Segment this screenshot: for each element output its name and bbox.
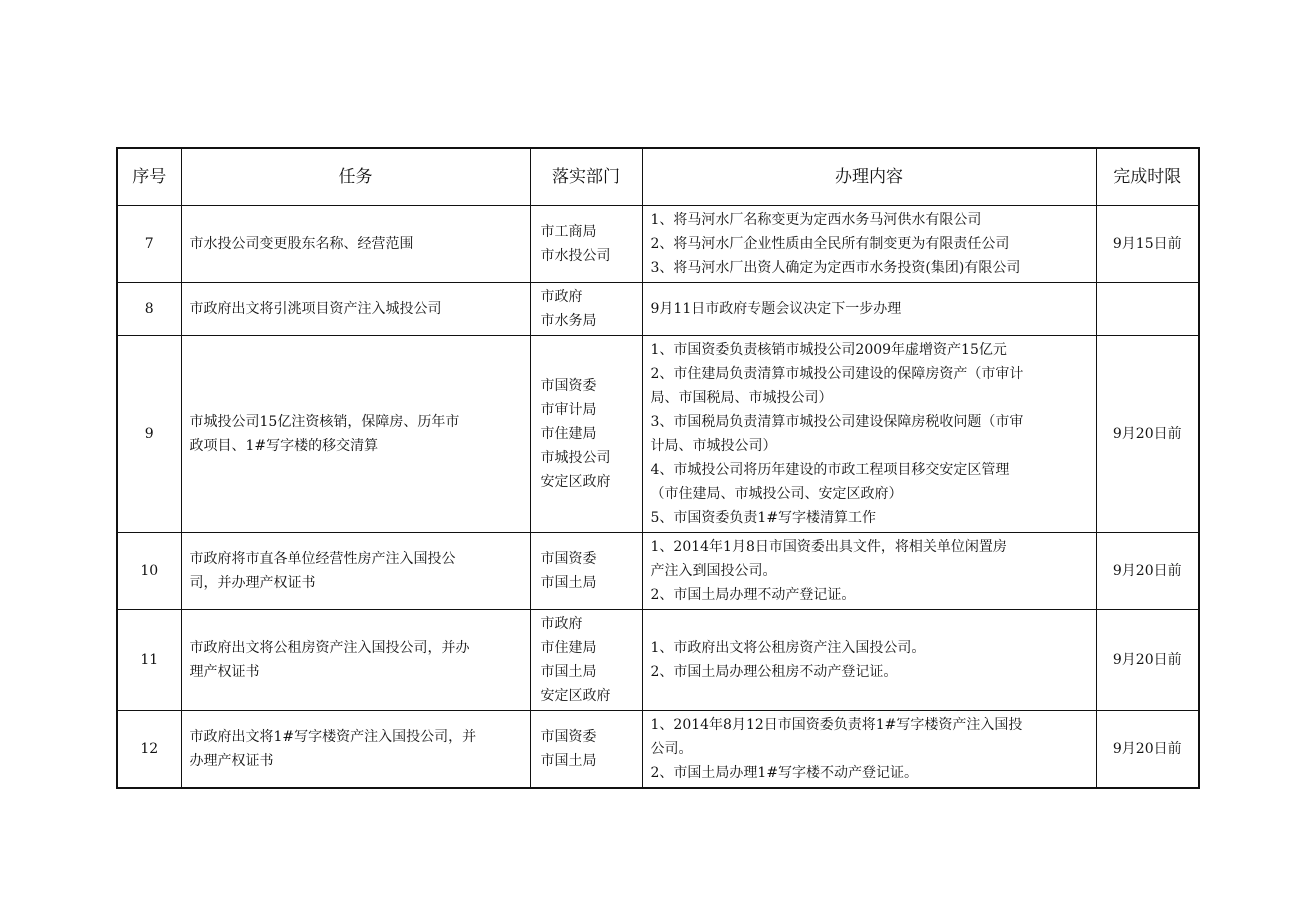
- table-row: [117, 206, 1199, 283]
- header-no: 序号: [117, 148, 181, 206]
- content-line: 2、将马河水厂企业性质由全民所有制变更为有限责任公司: [650, 236, 1010, 252]
- header-deadline: 完成时限: [1096, 148, 1199, 206]
- dept-line: 市工商局: [540, 224, 597, 240]
- dept-line: 市政府: [540, 289, 583, 305]
- dept-line: 市住建局: [540, 640, 597, 656]
- content-line: 4、市城投公司将历年建设的市政工程项目移交安定区管理: [650, 462, 1010, 478]
- content-line: 2、市国土局办理不动产登记证。: [650, 587, 856, 603]
- content-line: 2、市国土局办理1#写字楼不动产登记证。: [650, 765, 919, 781]
- deadline-cell: 9月15日前: [1096, 206, 1199, 283]
- task-line: 市政府将市直各单位经营性房产注入国投公: [189, 551, 456, 567]
- content-line: 公司。: [650, 741, 693, 757]
- content-line: 3、将马河水厂出资人确定为定西市水务投资(集团)有限公司: [650, 260, 1021, 276]
- task-line: 市政府出文将引洮项目资产注入城投公司: [189, 301, 442, 317]
- content-line: 9月11日市政府专题会议决定下一步办理: [650, 301, 902, 317]
- dept-line: 市国土局: [540, 664, 597, 680]
- dept-line: 市水务局: [540, 313, 597, 329]
- content-line: 局、市国税局、市城投公司）: [650, 390, 833, 406]
- table-row: [117, 610, 1199, 711]
- dept-line: 市政府: [540, 616, 583, 632]
- dept-cell: [530, 533, 642, 610]
- task-cell: [181, 711, 530, 789]
- task-table: [116, 147, 1200, 789]
- content-line: 1、2014年8月12日市国资委负责将1#写字楼资产注入国投: [650, 717, 1023, 733]
- table-row: [117, 283, 1199, 336]
- dept-line: 安定区政府: [540, 688, 611, 704]
- dept-cell: [530, 610, 642, 711]
- header-row: [117, 148, 1199, 206]
- deadline-cell: 9月20日前: [1096, 711, 1199, 789]
- header-task: 任务: [181, 148, 530, 206]
- row-number: 8: [117, 283, 181, 336]
- dept-line: 市国资委: [540, 729, 597, 745]
- deadline-cell: 9月20日前: [1096, 336, 1199, 533]
- content-line: 1、市政府出文将公租房资产注入国投公司。: [650, 640, 926, 656]
- task-line: 市城投公司15亿注资核销，保障房、历年市: [189, 414, 460, 430]
- dept-cell: [530, 336, 642, 533]
- dept-line: 市住建局: [540, 426, 597, 442]
- content-line: 2、市国土局办理公租房不动产登记证。: [650, 664, 898, 680]
- content-line: （市住建局、市城投公司、安定区政府）: [650, 486, 903, 502]
- task-line: 市水投公司变更股东名称、经营范围: [189, 236, 414, 252]
- deadline-cell: 9月20日前: [1096, 533, 1199, 610]
- task-line: 市政府出文将1#写字楼资产注入国投公司，并: [189, 729, 477, 745]
- content-line: 2、市住建局负责清算市城投公司建设的保障房资产（市审计: [650, 366, 1024, 382]
- table-row: [117, 711, 1199, 789]
- dept-cell: [530, 711, 642, 789]
- dept-line: 市城投公司: [540, 450, 611, 466]
- task-cell: [181, 610, 530, 711]
- task-cell: [181, 206, 530, 283]
- content-line: 1、将马河水厂名称变更为定西水务马河供水有限公司: [650, 212, 982, 228]
- task-line: 市政府出文将公租房资产注入国投公司，并办: [189, 640, 470, 656]
- content-line: 1、2014年1月8日市国资委出具文件，将相关单位闲置房: [650, 539, 1007, 555]
- dept-line: 市国资委: [540, 378, 597, 394]
- dept-line: 安定区政府: [540, 474, 611, 490]
- task-cell: [181, 533, 530, 610]
- content-cell: [642, 610, 1096, 711]
- dept-line: 市审计局: [540, 402, 597, 418]
- content-line: 3、市国税局负责清算市城投公司建设保障房税收问题（市审: [650, 414, 1024, 430]
- header-content: 办理内容: [642, 148, 1096, 206]
- dept-line: 市国土局: [540, 575, 597, 591]
- task-cell: [181, 283, 530, 336]
- content-cell: [642, 206, 1096, 283]
- content-cell: [642, 533, 1096, 610]
- dept-line: 市国资委: [540, 551, 597, 567]
- task-line: 理产权证书: [189, 664, 260, 680]
- header-dept: 落实部门: [530, 148, 642, 206]
- table-row: [117, 336, 1199, 533]
- table-row: [117, 533, 1199, 610]
- deadline-cell: 9月20日前: [1096, 610, 1199, 711]
- dept-line: 市水投公司: [540, 248, 611, 264]
- content-line: 产注入到国投公司。: [650, 563, 777, 579]
- dept-cell: [530, 206, 642, 283]
- task-line: 办理产权证书: [189, 753, 274, 769]
- dept-cell: [530, 283, 642, 336]
- dept-line: 市国土局: [540, 753, 597, 769]
- row-number: 9: [117, 336, 181, 533]
- task-line: 政项目、1#写字楼的移交清算: [189, 438, 379, 454]
- content-line: 计局、市城投公司）: [650, 438, 777, 454]
- deadline-cell: [1096, 283, 1199, 336]
- content-line: 1、市国资委负责核销市城投公司2009年虚增资产15亿元: [650, 342, 1007, 358]
- content-cell: [642, 283, 1096, 336]
- row-number: 10: [117, 533, 181, 610]
- content-line: 5、市国资委负责1#写字楼清算工作: [650, 510, 877, 526]
- content-cell: [642, 711, 1096, 789]
- row-number: 12: [117, 711, 181, 789]
- content-cell: [642, 336, 1096, 533]
- row-number: 11: [117, 610, 181, 711]
- row-number: 7: [117, 206, 181, 283]
- task-cell: [181, 336, 530, 533]
- task-line: 司，并办理产权证书: [189, 575, 316, 591]
